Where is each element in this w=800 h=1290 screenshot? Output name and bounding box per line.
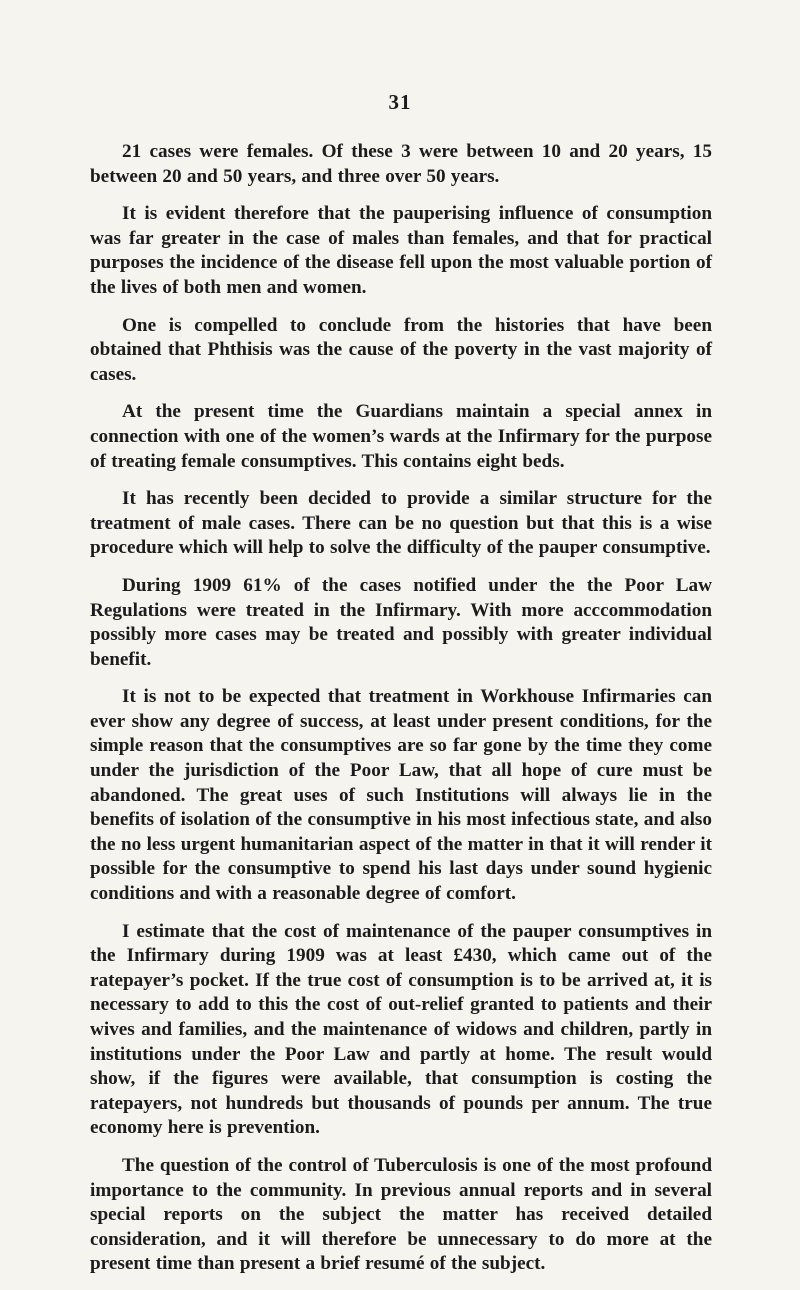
page-number: 31 xyxy=(388,90,412,114)
paragraph-2: It is evident therefore that the pauperising influence of consumption was far greater in the case of males than females, and that for practical purposes the incidence of the disease fell upon the most valuable portion of the lives of both men and women. xyxy=(90,203,712,298)
paragraph-4: At the present time the Guardians maintain a special annex in connection with one of the women’s wards at the Infirmary for the purpose of treating female consumptives. This contains eight beds. xyxy=(90,401,712,472)
paragraph-6: During 1909 61% of the cases notified under the the Poor Law Regulations were treated in the Infirmary. With more acccommodation possibly more cases may be treated and possibly with greater individual benefit. xyxy=(90,574,712,670)
paragraph-8: I estimate that the cost of maintenance of the pauper consumptives in the Infirmary during 1909 was at least £430, which came out of the ratepayer’s pocket. If the true cost of consumption is to be arrived at, it is necessary to add to this the cost of out-relief granted to patients and their wives and families, and the maintenance of widows and children, partly in institutions under the Poor Law and partly at home. The result would show, if the figures were available, that consumption is costing the ratepayers, not hundreds but thousands of pounds per annum. The true economy here is prevention. xyxy=(90,920,712,1139)
paragraph-7: It is not to be expected that treatment in Workhouse Infirmaries can ever show any degree of success, at least under present conditions, for the simple reason that the consumptives are so far gone by the time they come under the jurisdiction of the Poor Law, that all hope of cure must be abandoned. The great uses of such Institutions will always lie in the benefits of isolation of the consumptive in his most infectious state, and also the no less urgent humanitarian aspect of the matter in that it will render it possible for the consumptive to spend his last days under sound hygienic conditions and with a reasonable degree of comfort. xyxy=(90,686,712,905)
paragraph-9: The question of the control of Tuberculosis is one of the most profound importance to the community. In previous annual reports and in several special reports on the subject the matter has received detailed consideration, and it will therefore be unnecessary to do more at the present time than present a brief resumé of the subject. xyxy=(90,1154,712,1275)
body-text xyxy=(90,140,712,1290)
paragraph-5: It has recently been decided to provide a similar structure for the treatment of male cases. There can be no question but that this is a wise procedure which will help to solve the difficulty of the pauper consumptive. xyxy=(90,488,712,559)
paragraph-3: One is compelled to conclude from the histories that have been obtained that Phthisis was the cause of the poverty in the vast majority of cases. xyxy=(90,314,712,385)
paragraph-1: 21 cases were females. Of these 3 were between 10 and 20 years, 15 between 20 and 50 years, and three over 50 years. xyxy=(90,141,712,187)
